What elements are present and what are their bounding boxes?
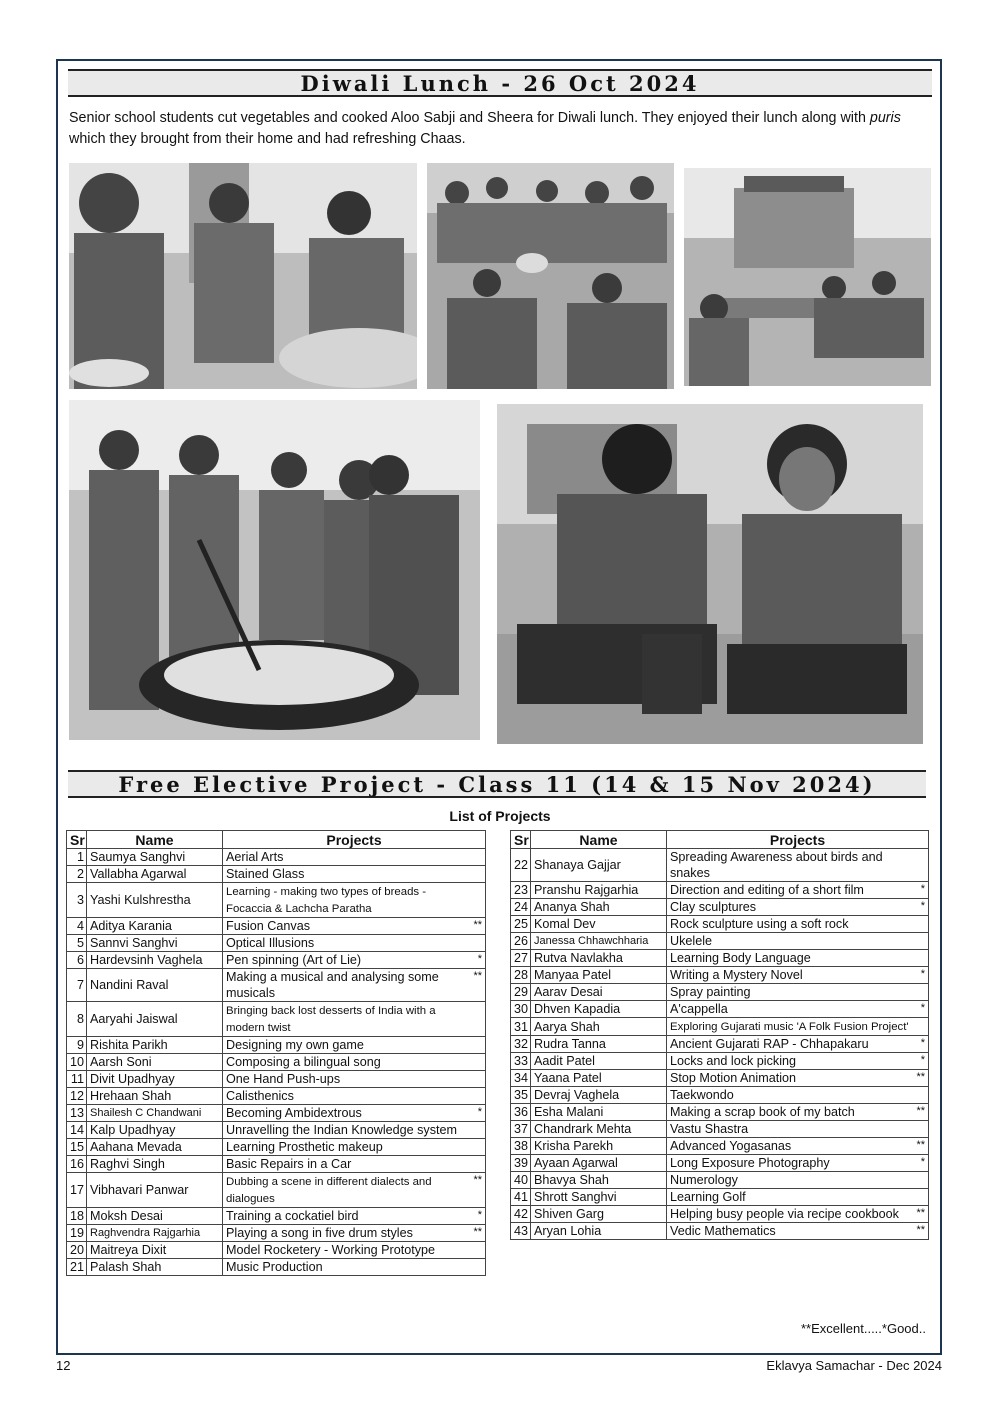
section-title-elective: Free Elective Project - Class 11 (14 & 15 Nov 2024) [68,770,926,798]
row-sr: 42 [511,1206,531,1223]
rating-stars: * [477,1106,482,1118]
project-title: Numerology [670,1173,738,1187]
row-project [223,1259,486,1276]
row-name: Ayaan Agarwal [531,1155,667,1172]
row-sr: 5 [67,935,87,952]
row-project [223,849,486,866]
rating-stars: ** [916,1105,925,1117]
rating-stars: * [920,1054,925,1066]
row-name: Moksh Desai [87,1208,223,1225]
row-project [223,952,486,969]
list-of-projects-title: List of Projects [449,808,551,824]
row-project [667,899,929,916]
header-name: Name [87,831,223,849]
row-name: Yaana Patel [531,1070,667,1087]
row-sr: 38 [511,1138,531,1155]
row-project [667,933,929,950]
table-row [511,916,929,933]
row-project [223,1088,486,1105]
rating-stars: * [920,1156,925,1168]
row-name: Pranshu Rajgarhia [531,882,667,899]
row-sr: 11 [67,1071,87,1088]
table-row [67,1037,486,1054]
table-row [67,1002,486,1037]
row-name: Kalp Upadhyay [87,1122,223,1139]
table-row [511,882,929,899]
row-sr: 31 [511,1018,531,1036]
table-row [511,1018,929,1036]
row-project [223,1002,486,1037]
rating-stars: ** [916,1071,925,1083]
project-title: Making a scrap book of my batch [670,1105,855,1119]
row-project [667,1189,929,1206]
row-project [223,866,486,883]
row-sr: 19 [67,1225,87,1242]
table-row [511,984,929,1001]
row-project [667,916,929,933]
rating-stars: ** [473,1174,482,1186]
table-row [67,952,486,969]
project-title: Exploring Gujarati music 'A Folk Fusion Project' [670,1021,909,1033]
photo-table-lunch [684,168,931,386]
rating-stars: ** [916,1207,925,1219]
row-project [667,1138,929,1155]
row-project [223,1037,486,1054]
rating-stars: * [477,953,482,965]
table-row [511,967,929,984]
row-name: Rishita Parikh [87,1037,223,1054]
table-header-row [67,831,486,849]
table-row [511,1155,929,1172]
row-sr: 43 [511,1223,531,1240]
project-title: Stained Glass [226,867,305,881]
table-row [511,1138,929,1155]
header-sr: Sr [67,831,87,849]
row-sr: 1 [67,849,87,866]
row-project [667,950,929,967]
project-title: One Hand Push-ups [226,1072,341,1086]
table-row [511,1087,929,1104]
row-sr: 4 [67,918,87,935]
row-sr: 20 [67,1242,87,1259]
row-sr: 13 [67,1105,87,1122]
photo-making-chaas [497,404,923,744]
row-name: Yashi Kulshrestha [87,883,223,918]
row-sr: 30 [511,1001,531,1018]
header-projects: Projects [223,831,486,849]
table-row [67,1105,486,1122]
row-name: Aadit Patel [531,1053,667,1070]
row-project [667,1070,929,1087]
row-sr: 37 [511,1121,531,1138]
rating-stars: * [477,1209,482,1221]
rating-stars: * [920,1037,925,1049]
row-project [667,1223,929,1240]
project-title: Ancient Gujarati RAP - Chhapakaru [670,1037,869,1051]
row-name: Manyaa Patel [531,967,667,984]
table-row [511,1036,929,1053]
table-row [511,1206,929,1223]
project-title: Long Exposure Photography [670,1156,830,1170]
header-sr: Sr [511,831,531,849]
row-name: Shrott Sanghvi [531,1189,667,1206]
row-sr: 22 [511,849,531,882]
table-row [67,1156,486,1173]
row-project [223,1242,486,1259]
rating-legend: **Excellent.....*Good.. [800,1321,926,1336]
rating-stars: ** [473,970,482,982]
row-name: Vibhavari Panwar [87,1173,223,1208]
row-sr: 24 [511,899,531,916]
row-sr: 26 [511,933,531,950]
project-title: Direction and editing of a short film [670,883,864,897]
row-name: Raghvendra Rajgarhia [87,1225,223,1242]
row-sr: 2 [67,866,87,883]
row-name: Krisha Parekh [531,1138,667,1155]
row-project [667,1104,929,1121]
photo-group-lunch [427,163,674,389]
intro-paragraph: Senior school students cut vegetables and cooked Aloo Sabji and Sheera for Diwali lunch. They enjoyed their lunch along with puris which they brought from their home and had refreshing Chaas. [69,110,901,147]
table-row [67,1242,486,1259]
row-name: Aarav Desai [531,984,667,1001]
row-name: Komal Dev [531,916,667,933]
project-title: Making a musical and analysing some musicals [226,970,439,1000]
row-sr: 12 [67,1088,87,1105]
project-title: Ukelele [670,934,712,948]
table-row [511,1121,929,1138]
table-row [67,1225,486,1242]
project-title: Vedic Mathematics [670,1224,776,1238]
intro-italic-word: puris [869,110,901,126]
project-title: Bringing back lost desserts of India with a modern twist [226,1005,436,1034]
row-project [223,883,486,918]
row-project [667,849,929,882]
publication-footer: Eklavya Samachar - Dec 2024 [766,1358,942,1373]
row-sr: 3 [67,883,87,918]
row-project [667,1036,929,1053]
row-sr: 16 [67,1156,87,1173]
row-sr: 21 [67,1259,87,1276]
project-title: Learning Prosthetic makeup [226,1140,383,1154]
row-name: Sannvi Sanghvi [87,935,223,952]
row-name: Raghvi Singh [87,1156,223,1173]
row-name: Saumya Sanghvi [87,849,223,866]
table-row [511,1104,929,1121]
table-header-row [511,831,929,849]
project-title: Learning - making two types of breads - Focaccia & Lachcha Paratha [226,886,427,915]
row-name: Shanaya Gajjar [531,849,667,882]
row-name: Shailesh C Chandwani [87,1105,223,1122]
project-title: Locks and lock picking [670,1054,797,1068]
row-name: Maitreya Dixit [87,1242,223,1259]
table-row [67,883,486,918]
projects-table-left [66,830,486,1276]
row-project [223,1054,486,1071]
row-name: Hardevsinh Vaghela [87,952,223,969]
row-project [667,1087,929,1104]
row-project [667,882,929,899]
row-name: Rudra Tanna [531,1036,667,1053]
project-title: Aerial Arts [226,850,284,864]
table-row [67,1139,486,1156]
rating-stars: * [920,883,925,895]
row-name: Palash Shah [87,1259,223,1276]
project-title: Spray painting [670,985,751,999]
table-row [511,950,929,967]
row-project [667,1121,929,1138]
row-sr: 34 [511,1070,531,1087]
rating-stars: * [920,900,925,912]
project-title: Calisthenics [226,1089,294,1103]
project-title: Designing my own game [226,1038,364,1052]
row-name: Chandrark Mehta [531,1121,667,1138]
project-title: Advanced Yogasanas [670,1139,792,1153]
table-row [67,866,486,883]
table-row [67,935,486,952]
row-name: Aarsh Soni [87,1054,223,1071]
row-sr: 29 [511,984,531,1001]
row-sr: 32 [511,1036,531,1053]
project-title: Writing a Mystery Novel [670,968,803,982]
project-title: Helping busy people via recipe cookbook [670,1207,899,1221]
projects-table-right [510,830,929,1240]
project-title: Playing a song in five drum styles [226,1226,413,1240]
row-name: Bhavya Shah [531,1172,667,1189]
table-row [67,1071,486,1088]
section-title-diwali: Diwali Lunch - 26 Oct 2024 [68,69,932,97]
row-name: Aarya Shah [531,1018,667,1036]
project-title: Clay sculptures [670,900,757,914]
photo-serving-food [69,163,417,389]
row-project [223,1225,486,1242]
row-sr: 17 [67,1173,87,1208]
row-sr: 33 [511,1053,531,1070]
row-sr: 25 [511,916,531,933]
table-row [511,1070,929,1087]
table-row [511,1053,929,1070]
row-project [223,1139,486,1156]
project-title: Rock sculpture using a soft rock [670,917,849,931]
project-title: Vastu Shastra [670,1122,749,1136]
row-sr: 28 [511,967,531,984]
table-row [511,1189,929,1206]
row-sr: 14 [67,1122,87,1139]
row-name: Esha Malani [531,1104,667,1121]
table-row [511,933,929,950]
row-project [667,1172,929,1189]
project-title: Model Rocketery - Working Prototype [226,1243,436,1257]
table-row [67,1088,486,1105]
row-project [667,1018,929,1036]
row-name: Aditya Karania [87,918,223,935]
row-project [223,935,486,952]
row-project [667,984,929,1001]
table-row [511,899,929,916]
table-row [67,969,486,1002]
row-sr: 41 [511,1189,531,1206]
row-project [223,1173,486,1208]
row-name: Hrehaan Shah [87,1088,223,1105]
project-title: Basic Repairs in a Car [226,1157,352,1171]
rating-stars: * [920,1002,925,1014]
row-sr: 7 [67,969,87,1002]
table-row [67,1208,486,1225]
rating-stars: ** [916,1224,925,1236]
project-title: A'cappella [670,1002,728,1016]
row-sr: 23 [511,882,531,899]
row-name: Aaryahi Jaiswal [87,1002,223,1037]
row-project [223,969,486,1002]
row-sr: 9 [67,1037,87,1054]
row-sr: 27 [511,950,531,967]
project-title: Stop Motion Animation [670,1071,797,1085]
row-name: Dhven Kapadia [531,1001,667,1018]
row-project [667,967,929,984]
project-title: Learning Body Language [670,951,811,965]
header-name: Name [531,831,667,849]
row-name: Divit Upadhyay [87,1071,223,1088]
row-name: Vallabha Agarwal [87,866,223,883]
project-title: Composing a bilingual song [226,1055,381,1069]
project-title: Pen spinning (Art of Lie) [226,953,362,967]
project-title: Optical Illusions [226,936,315,950]
row-sr: 18 [67,1208,87,1225]
rating-stars: ** [916,1139,925,1151]
project-title: Dubbing a scene in different dialects and dialogues [226,1176,432,1205]
table-row [67,1259,486,1276]
project-title: Learning Golf [670,1190,746,1204]
project-title: Music Production [226,1260,323,1274]
project-title: Taekwondo [670,1088,734,1102]
table-row [67,1054,486,1071]
row-project [667,1053,929,1070]
project-title: Unravelling the Indian Knowledge system [226,1123,458,1137]
rating-stars: ** [473,919,482,931]
row-sr: 39 [511,1155,531,1172]
page-number: 12 [56,1358,71,1373]
project-title: Training a cockatiel bird [226,1209,359,1223]
table-row [511,1172,929,1189]
row-sr: 40 [511,1172,531,1189]
row-project [667,1155,929,1172]
row-project [223,1208,486,1225]
row-sr: 6 [67,952,87,969]
project-title: Fusion Canvas [226,919,310,933]
table-row [511,1223,929,1240]
row-sr: 35 [511,1087,531,1104]
rating-stars: ** [473,1226,482,1238]
row-name: Ananya Shah [531,899,667,916]
row-name: Janessa Chhawchharia [531,933,667,950]
table-row [67,1122,486,1139]
row-project [223,918,486,935]
row-sr: 10 [67,1054,87,1071]
row-sr: 15 [67,1139,87,1156]
row-name: Shiven Garg [531,1206,667,1223]
row-name: Devraj Vaghela [531,1087,667,1104]
table-row [67,918,486,935]
photo-cooking-kadai [69,400,480,740]
row-project [223,1105,486,1122]
row-project [667,1206,929,1223]
row-name: Nandini Raval [87,969,223,1002]
table-row [67,849,486,866]
row-name: Aahana Mevada [87,1139,223,1156]
row-project [223,1071,486,1088]
row-name: Aryan Lohia [531,1223,667,1240]
row-project [223,1156,486,1173]
table-row [511,849,929,882]
row-project [223,1122,486,1139]
table-row [67,1173,486,1208]
rating-stars: * [920,968,925,980]
project-title: Spreading Awareness about birds and snakes [670,850,883,880]
row-sr: 8 [67,1002,87,1037]
project-title: Becoming Ambidextrous [226,1106,362,1120]
table-row [511,1001,929,1018]
row-sr: 36 [511,1104,531,1121]
header-projects: Projects [667,831,929,849]
row-name: Rutva Navlakha [531,950,667,967]
row-project [667,1001,929,1018]
